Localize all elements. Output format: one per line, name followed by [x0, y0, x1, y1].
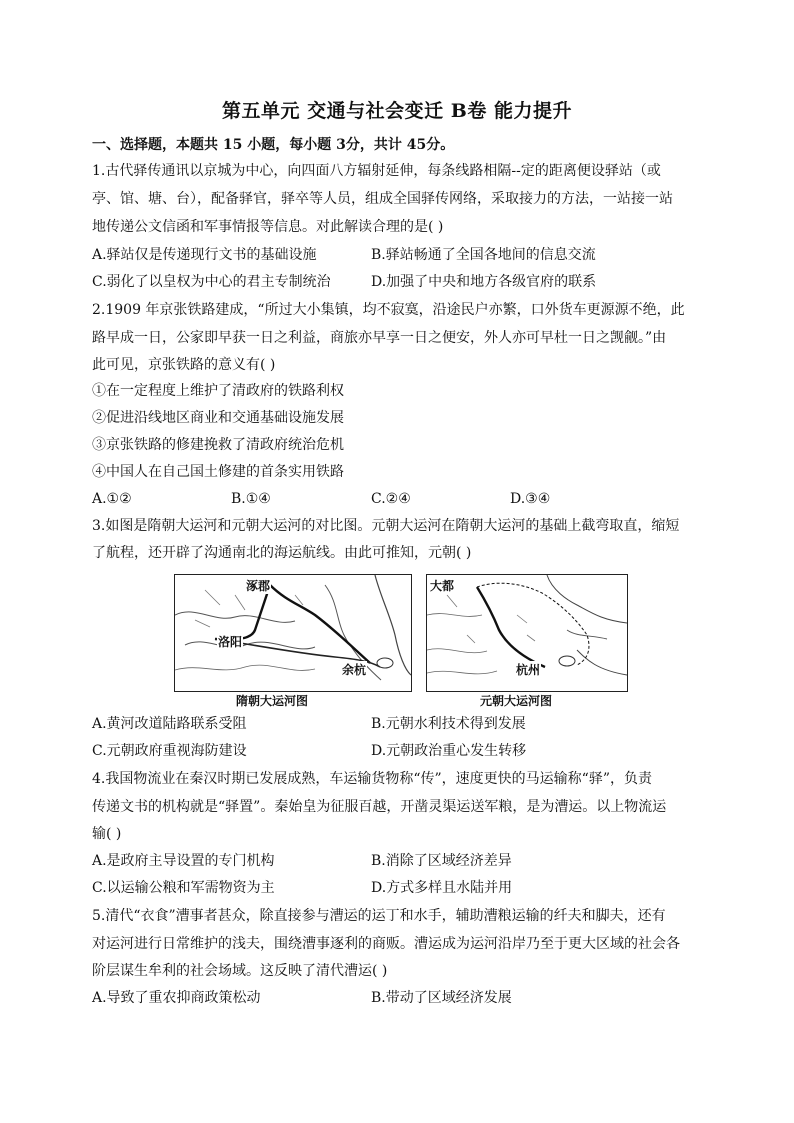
- q1-option-b: B.驿站畅通了全国各地间的信息交流: [371, 247, 596, 263]
- q3-option-a: A.黄河改道陆路联系受阻: [92, 716, 247, 732]
- sui-label-yuhang: 余杭: [342, 663, 367, 677]
- q5-option-a: A.导致了重农抑商政策松动: [92, 990, 261, 1006]
- q1-line-1: 1.古代驿传通讯以京城为中心，向四面八方辐射延伸，每条线路相隔--定的距离便设驿站（或: [92, 163, 661, 179]
- q1-option-a: A.驿站仅是传递现行文书的基础设施: [92, 247, 317, 263]
- q2-option-c: C.②④: [371, 491, 411, 507]
- q4-line-3: 输( ): [92, 826, 122, 842]
- yuan-map-caption: 元朝大运河图: [480, 694, 553, 708]
- q3-line-2: 了航程，还开辟了沟通南北的海运航线。由此可推知，元朝( ): [92, 545, 472, 561]
- q4-option-b: B.消除了区域经济差异: [371, 853, 512, 869]
- sui-map-caption: 隋朝大运河图: [236, 694, 309, 708]
- sui-label-luoyang: 洛阳: [218, 635, 243, 649]
- q1-option-d: D.加强了中央和地方各级官府的联系: [371, 274, 597, 290]
- page-title: 第五单元 交通与社会变迁 B卷 能力提升: [222, 100, 572, 122]
- q3-option-c: C.元朝政府重视海防建设: [92, 743, 247, 759]
- sui-map-drawing: [175, 575, 411, 691]
- q2-option-d: D.③④: [510, 491, 551, 507]
- q2-option-a: A.①②: [92, 491, 132, 507]
- q5-option-b: B.带动了区域经济发展: [371, 990, 512, 1006]
- q4-line-2: 传递文书的机构就是“驿置”。秦始皇为征服百越，开凿灵渠运送军粮，是为漕运。以上物流运: [92, 799, 667, 815]
- q4-option-a: A.是政府主导设置的专门机构: [92, 853, 275, 869]
- q3-line-1: 3.如图是隋朝大运河和元朝大运河的对比图。元朝大运河在隋朝大运河的基础上截弯取直，缩短: [92, 518, 680, 534]
- q2-line-2: 路早成一日，公家即早获一日之利益，商旅亦早享一日之便安，外人亦可早杜一日之觊觎。”由: [92, 330, 667, 346]
- q3-option-b: B.元朝水利技术得到发展: [371, 716, 526, 732]
- q4-option-c: C.以运输公粮和军需物资为主: [92, 880, 275, 896]
- q1-option-c: C.弱化了以皇权为中心的君主专制统治: [92, 274, 331, 290]
- canal-comparison-figure: [174, 574, 628, 706]
- section-heading: 一、选择题，本题共 15 小题，每小题 3分，共计 45分。: [92, 137, 455, 153]
- sui-canal-map: [174, 574, 412, 692]
- q1-line-3: 地传递公文信函和军事情报等信息。对此解读合理的是( ): [92, 219, 444, 235]
- yuan-canal-map: [426, 574, 628, 692]
- yuan-label-hangzhou: 杭州: [516, 663, 541, 677]
- q5-line-3: 阶层谋生牟利的社会场域。这反映了清代漕运( ): [92, 963, 388, 979]
- sui-label-zhuojun: 涿郡: [246, 579, 271, 593]
- q2-option-b: B.①④: [231, 491, 271, 507]
- q5-line-2: 对运河进行日常维护的浅夫，围绕漕事逐利的商贩。漕运成为运河沿岸乃至于更大区域的社会各: [92, 936, 680, 952]
- q2-item-4: ④中国人在自己国土修建的首条实用铁路: [92, 464, 344, 480]
- q5-line-1: 5.清代“衣食”漕事者甚众，除直接参与漕运的运丁和水手，辅助漕粮运输的纤夫和脚夫，还有: [92, 908, 666, 924]
- q4-option-d: D.方式多样且水陆并用: [371, 880, 513, 896]
- q2-item-1: ①在一定程度上维护了清政府的铁路利权: [92, 383, 344, 399]
- q2-item-3: ③京张铁路的修建挽救了清政府统治危机: [92, 437, 344, 453]
- q2-line-3: 此可见，京张铁路的意义有( ): [92, 357, 276, 373]
- q1-line-2: 亭、馆、塘、台），配备驿官，驿卒等人员，组成全国驿传网络，采取接力的方法，一站接一站: [92, 191, 673, 207]
- yuan-label-dadu: 大都: [430, 579, 455, 593]
- q4-line-1: 4.我国物流业在秦汉时期已发展成熟，车运输货物称“传”，速度更快的马运输称“驿”，负责: [92, 771, 652, 787]
- q2-item-2: ②促进沿线地区商业和交通基础设施发展: [92, 410, 344, 426]
- q2-line-1: 2.1909 年京张铁路建成，“所过大小集镇，均不寂寞，沿途民户亦繁，口外货车更源源不绝，此: [92, 302, 685, 318]
- q3-option-d: D.元朝政治重心发生转移: [371, 743, 527, 759]
